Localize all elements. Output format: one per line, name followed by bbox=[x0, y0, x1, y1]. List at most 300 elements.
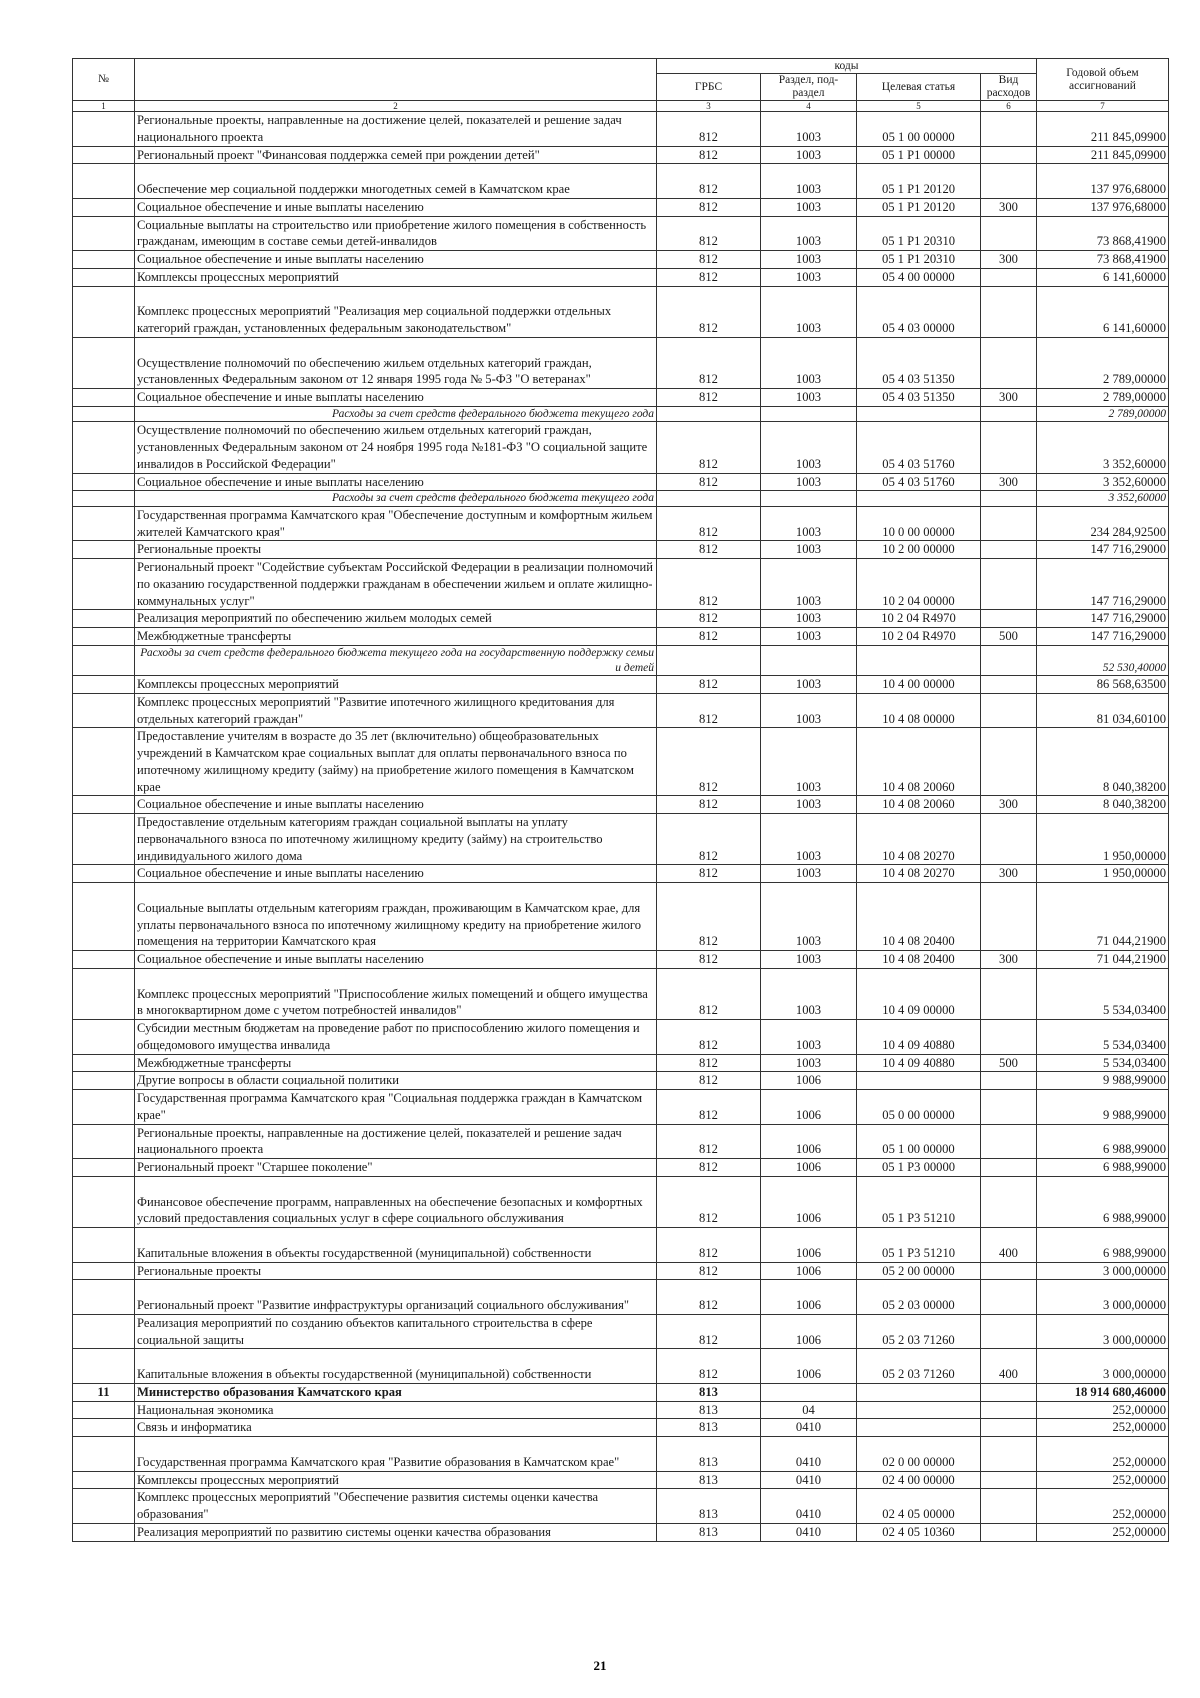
table-row bbox=[73, 251, 1169, 269]
cell-expense-type bbox=[981, 883, 1037, 951]
cell-amount: 9 988,99000 bbox=[1037, 1072, 1169, 1090]
cell-expense-type bbox=[981, 645, 1037, 675]
cell-name: Обеспечение мер социальной поддержки многодетных семей в Камчатском крае bbox=[135, 164, 657, 199]
table-row bbox=[73, 865, 1169, 883]
cell-target-article: 05 1 Р3 00000 bbox=[857, 1159, 981, 1177]
cell-name: Государственная программа Камчатского края "Обеспечение доступным и комфортным жильем жителей Камчатского края" bbox=[135, 506, 657, 541]
cell-number bbox=[73, 968, 135, 1019]
cell-amount: 6 988,99000 bbox=[1037, 1124, 1169, 1159]
cell-target-article: 05 4 03 51350 bbox=[857, 337, 981, 388]
cell-section: 1003 bbox=[761, 389, 857, 407]
table-row bbox=[73, 422, 1169, 473]
cell-section: 1003 bbox=[761, 728, 857, 796]
cell-amount: 252,00000 bbox=[1037, 1437, 1169, 1472]
cell-name: Связь и информатика bbox=[135, 1419, 657, 1437]
cell-expense-type bbox=[981, 1437, 1037, 1472]
table-row bbox=[73, 1314, 1169, 1349]
cell-amount: 3 352,60000 bbox=[1037, 473, 1169, 491]
cell-grbs: 812 bbox=[657, 216, 761, 251]
cell-section: 1003 bbox=[761, 693, 857, 728]
table-row bbox=[73, 1419, 1169, 1437]
table-row bbox=[73, 1159, 1169, 1177]
table-header bbox=[73, 59, 1169, 112]
cell-grbs: 812 bbox=[657, 112, 761, 147]
cell-expense-type bbox=[981, 1401, 1037, 1419]
cell-expense-type bbox=[981, 1072, 1037, 1090]
cell-amount: 2 789,00000 bbox=[1037, 406, 1169, 422]
cell-target-article: 10 4 08 20400 bbox=[857, 883, 981, 951]
cell-section: 1003 bbox=[761, 610, 857, 628]
cell-section: 1003 bbox=[761, 968, 857, 1019]
cell-expense-type bbox=[981, 1176, 1037, 1227]
cell-grbs: 812 bbox=[657, 389, 761, 407]
cell-target-article: 05 4 03 51760 bbox=[857, 422, 981, 473]
table-row bbox=[73, 676, 1169, 694]
cell-name: Региональный проект "Финансовая поддержка семей при рождении детей" bbox=[135, 146, 657, 164]
cell-section: 1003 bbox=[761, 796, 857, 814]
table-row bbox=[73, 693, 1169, 728]
cell-section: 1006 bbox=[761, 1124, 857, 1159]
cell-amount: 5 534,03400 bbox=[1037, 968, 1169, 1019]
cell-target-article: 05 1 Р1 20310 bbox=[857, 216, 981, 251]
cell-target-article: 05 4 03 51350 bbox=[857, 389, 981, 407]
cell-number bbox=[73, 491, 135, 507]
cell-target-article: 05 1 Р1 20120 bbox=[857, 198, 981, 216]
cell-name: Расходы за счет средств федерального бюджета текущего года bbox=[135, 491, 657, 507]
cell-number bbox=[73, 506, 135, 541]
cell-grbs: 812 bbox=[657, 1159, 761, 1177]
cell-name: Реализация мероприятий по созданию объектов капитального строительства в сфере социальной защиты bbox=[135, 1314, 657, 1349]
cell-number bbox=[73, 951, 135, 969]
cell-number bbox=[73, 251, 135, 269]
cell-grbs: 812 bbox=[657, 268, 761, 286]
cell-section: 04 bbox=[761, 1401, 857, 1419]
cell-amount: 2 789,00000 bbox=[1037, 389, 1169, 407]
cell-section: 0410 bbox=[761, 1489, 857, 1524]
cell-amount: 8 040,38200 bbox=[1037, 728, 1169, 796]
cell-number: 11 bbox=[73, 1383, 135, 1401]
cell-section: 1003 bbox=[761, 473, 857, 491]
cell-amount: 211 845,09900 bbox=[1037, 146, 1169, 164]
table-row-note bbox=[73, 491, 1169, 507]
cell-target-article: 10 4 09 40880 bbox=[857, 1020, 981, 1055]
cell-target-article bbox=[857, 491, 981, 507]
cell-amount: 3 000,00000 bbox=[1037, 1262, 1169, 1280]
cell-name: Финансовое обеспечение программ, направленных на обеспечение безопасных и комфортных условий предоставления социальных услуг в сфере социального обслуживания bbox=[135, 1176, 657, 1227]
cell-grbs: 812 bbox=[657, 1124, 761, 1159]
cell-amount: 1 950,00000 bbox=[1037, 865, 1169, 883]
cell-number bbox=[73, 1314, 135, 1349]
cell-target-article: 10 4 08 00000 bbox=[857, 693, 981, 728]
cell-section: 1003 bbox=[761, 268, 857, 286]
cell-section: 1003 bbox=[761, 164, 857, 199]
cell-name: Социальное обеспечение и иные выплаты населению bbox=[135, 865, 657, 883]
table-row bbox=[73, 286, 1169, 337]
cell-name: Субсидии местным бюджетам на проведение работ по приспособлению жилого помещения и общедомового имущества инвалида bbox=[135, 1020, 657, 1055]
cell-amount: 137 976,68000 bbox=[1037, 198, 1169, 216]
cell-expense-type bbox=[981, 506, 1037, 541]
cell-section: 1003 bbox=[761, 337, 857, 388]
table-row bbox=[73, 1262, 1169, 1280]
cell-number bbox=[73, 1228, 135, 1263]
cell-target-article bbox=[857, 1419, 981, 1437]
table-row bbox=[73, 198, 1169, 216]
cell-name: Комплекс процессных мероприятий "Развитие ипотечного жилищного кредитования для отдельных категорий граждан" bbox=[135, 693, 657, 728]
cell-target-article: 05 2 00 00000 bbox=[857, 1262, 981, 1280]
cell-grbs: 812 bbox=[657, 610, 761, 628]
cell-expense-type bbox=[981, 286, 1037, 337]
cell-target-article: 10 4 08 20400 bbox=[857, 951, 981, 969]
cell-target-article: 10 4 09 00000 bbox=[857, 968, 981, 1019]
table-row bbox=[73, 814, 1169, 865]
cell-grbs: 812 bbox=[657, 506, 761, 541]
cell-name: Социальное обеспечение и иные выплаты населению bbox=[135, 796, 657, 814]
cell-section: 1006 bbox=[761, 1314, 857, 1349]
cell-target-article: 05 2 03 71260 bbox=[857, 1349, 981, 1384]
cell-target-article: 10 4 00 00000 bbox=[857, 676, 981, 694]
cell-target-article: 05 4 03 51760 bbox=[857, 473, 981, 491]
cell-target-article: 05 1 Р1 00000 bbox=[857, 146, 981, 164]
cell-number bbox=[73, 1523, 135, 1541]
cell-target-article bbox=[857, 1383, 981, 1401]
cell-expense-type bbox=[981, 1090, 1037, 1125]
cell-amount: 3 000,00000 bbox=[1037, 1314, 1169, 1349]
cell-target-article: 02 0 00 00000 bbox=[857, 1437, 981, 1472]
cell-name: Социальное обеспечение и иные выплаты населению bbox=[135, 951, 657, 969]
cell-section: 0410 bbox=[761, 1437, 857, 1472]
table-row bbox=[73, 1523, 1169, 1541]
cell-target-article bbox=[857, 645, 981, 675]
table-row bbox=[73, 164, 1169, 199]
cell-number bbox=[73, 406, 135, 422]
header-codes: коды bbox=[657, 59, 1037, 74]
cell-expense-type bbox=[981, 268, 1037, 286]
cell-expense-type: 300 bbox=[981, 865, 1037, 883]
budget-table-page bbox=[72, 58, 1168, 1542]
cell-name: Региональный проект "Развитие инфраструктуры организаций социального обслуживания" bbox=[135, 1280, 657, 1315]
cell-section: 0410 bbox=[761, 1523, 857, 1541]
cell-grbs: 812 bbox=[657, 1349, 761, 1384]
cell-amount: 3 352,60000 bbox=[1037, 422, 1169, 473]
cell-section: 1006 bbox=[761, 1228, 857, 1263]
cell-grbs: 812 bbox=[657, 559, 761, 610]
cell-amount: 1 950,00000 bbox=[1037, 814, 1169, 865]
cell-amount: 5 534,03400 bbox=[1037, 1020, 1169, 1055]
cell-amount: 18 914 680,46000 bbox=[1037, 1383, 1169, 1401]
cell-name: Социальное обеспечение и иные выплаты населению bbox=[135, 251, 657, 269]
header-number: № bbox=[73, 59, 135, 101]
cell-grbs: 812 bbox=[657, 1072, 761, 1090]
cell-name: Другие вопросы в области социальной политики bbox=[135, 1072, 657, 1090]
cell-grbs: 812 bbox=[657, 337, 761, 388]
cell-name: Национальная экономика bbox=[135, 1401, 657, 1419]
cell-amount: 3 000,00000 bbox=[1037, 1280, 1169, 1315]
cell-target-article: 10 2 04 R4970 bbox=[857, 628, 981, 646]
cell-grbs: 812 bbox=[657, 1262, 761, 1280]
cell-section: 1006 bbox=[761, 1072, 857, 1090]
cell-target-article: 10 4 08 20060 bbox=[857, 796, 981, 814]
cell-expense-type bbox=[981, 1262, 1037, 1280]
cell-grbs: 812 bbox=[657, 628, 761, 646]
cell-amount: 2 789,00000 bbox=[1037, 337, 1169, 388]
cell-section: 1003 bbox=[761, 146, 857, 164]
cell-name: Межбюджетные трансферты bbox=[135, 628, 657, 646]
cell-name: Комплексы процессных мероприятий bbox=[135, 676, 657, 694]
cell-expense-type: 300 bbox=[981, 389, 1037, 407]
cell-section: 1003 bbox=[761, 506, 857, 541]
cell-grbs: 812 bbox=[657, 286, 761, 337]
cell-name: Комплексы процессных мероприятий bbox=[135, 268, 657, 286]
cell-number bbox=[73, 473, 135, 491]
table-row bbox=[73, 268, 1169, 286]
table-row bbox=[73, 1489, 1169, 1524]
cell-amount: 71 044,21900 bbox=[1037, 883, 1169, 951]
cell-target-article: 10 4 09 40880 bbox=[857, 1054, 981, 1072]
cell-expense-type: 400 bbox=[981, 1349, 1037, 1384]
cell-name: Осуществление полномочий по обеспечению жильем отдельных категорий граждан, установленных Федеральным законом от 24 ноября 1995 года №181-ФЗ "О социальной защите инвалидов в Российской Федерации" bbox=[135, 422, 657, 473]
cell-amount: 6 141,60000 bbox=[1037, 286, 1169, 337]
cell-grbs: 812 bbox=[657, 164, 761, 199]
cell-grbs bbox=[657, 406, 761, 422]
cell-grbs: 812 bbox=[657, 728, 761, 796]
cell-expense-type bbox=[981, 693, 1037, 728]
cell-grbs: 812 bbox=[657, 251, 761, 269]
cell-expense-type bbox=[981, 814, 1037, 865]
table-row bbox=[73, 796, 1169, 814]
cell-target-article bbox=[857, 1401, 981, 1419]
cell-amount: 73 868,41900 bbox=[1037, 216, 1169, 251]
table-row bbox=[73, 1280, 1169, 1315]
cell-expense-type bbox=[981, 728, 1037, 796]
column-number: 6 bbox=[981, 101, 1037, 112]
header-target-article: Целевая статья bbox=[857, 74, 981, 101]
cell-amount: 147 716,29000 bbox=[1037, 559, 1169, 610]
table-row bbox=[73, 146, 1169, 164]
cell-grbs: 812 bbox=[657, 198, 761, 216]
table-row bbox=[73, 883, 1169, 951]
cell-section: 1003 bbox=[761, 422, 857, 473]
cell-amount: 252,00000 bbox=[1037, 1401, 1169, 1419]
cell-grbs: 812 bbox=[657, 796, 761, 814]
column-number: 7 bbox=[1037, 101, 1169, 112]
cell-target-article: 02 4 05 10360 bbox=[857, 1523, 981, 1541]
cell-target-article bbox=[857, 406, 981, 422]
cell-amount: 71 044,21900 bbox=[1037, 951, 1169, 969]
cell-amount: 5 534,03400 bbox=[1037, 1054, 1169, 1072]
cell-number bbox=[73, 1419, 135, 1437]
header-expense-type: Вид расходов bbox=[981, 74, 1037, 101]
cell-section: 1006 bbox=[761, 1349, 857, 1384]
cell-number bbox=[73, 728, 135, 796]
cell-grbs: 813 bbox=[657, 1471, 761, 1489]
cell-section: 1003 bbox=[761, 216, 857, 251]
cell-amount: 3 000,00000 bbox=[1037, 1349, 1169, 1384]
cell-target-article: 05 1 Р1 20120 bbox=[857, 164, 981, 199]
cell-expense-type: 400 bbox=[981, 1228, 1037, 1263]
cell-amount: 147 716,29000 bbox=[1037, 610, 1169, 628]
cell-amount: 6 141,60000 bbox=[1037, 268, 1169, 286]
table-row bbox=[73, 728, 1169, 796]
cell-amount: 6 988,99000 bbox=[1037, 1159, 1169, 1177]
cell-section: 1003 bbox=[761, 676, 857, 694]
cell-number bbox=[73, 112, 135, 147]
cell-target-article: 02 4 05 00000 bbox=[857, 1489, 981, 1524]
cell-amount: 137 976,68000 bbox=[1037, 164, 1169, 199]
cell-amount: 252,00000 bbox=[1037, 1471, 1169, 1489]
cell-target-article: 05 4 03 00000 bbox=[857, 286, 981, 337]
cell-name: Капитальные вложения в объекты государственной (муниципальной) собственности bbox=[135, 1349, 657, 1384]
table-row bbox=[73, 1090, 1169, 1125]
header-grbs: ГРБС bbox=[657, 74, 761, 101]
cell-amount: 6 988,99000 bbox=[1037, 1228, 1169, 1263]
cell-target-article: 10 2 04 R4970 bbox=[857, 610, 981, 628]
cell-grbs: 812 bbox=[657, 1280, 761, 1315]
cell-section: 1006 bbox=[761, 1176, 857, 1227]
cell-target-article bbox=[857, 1072, 981, 1090]
cell-expense-type: 300 bbox=[981, 251, 1037, 269]
cell-number bbox=[73, 198, 135, 216]
cell-target-article: 10 4 08 20060 bbox=[857, 728, 981, 796]
cell-expense-type bbox=[981, 1471, 1037, 1489]
cell-name: Предоставление отдельным категориям граждан социальной выплаты на уплату первоначального взноса по ипотечному жилищному кредиту (займу) на строительство индивидуального жилого дома bbox=[135, 814, 657, 865]
cell-section: 1006 bbox=[761, 1262, 857, 1280]
cell-expense-type bbox=[981, 1159, 1037, 1177]
cell-section bbox=[761, 1383, 857, 1401]
cell-grbs bbox=[657, 491, 761, 507]
cell-expense-type bbox=[981, 968, 1037, 1019]
cell-section: 1003 bbox=[761, 628, 857, 646]
table-row-note bbox=[73, 406, 1169, 422]
budget-table bbox=[72, 58, 1169, 1542]
table-row bbox=[73, 541, 1169, 559]
cell-target-article: 05 0 00 00000 bbox=[857, 1090, 981, 1125]
cell-grbs: 813 bbox=[657, 1523, 761, 1541]
cell-number bbox=[73, 1159, 135, 1177]
cell-target-article: 05 1 Р3 51210 bbox=[857, 1176, 981, 1227]
cell-grbs: 812 bbox=[657, 1054, 761, 1072]
cell-name: Расходы за счет средств федерального бюджета текущего года bbox=[135, 406, 657, 422]
cell-amount: 252,00000 bbox=[1037, 1523, 1169, 1541]
table-row-note bbox=[73, 645, 1169, 675]
cell-target-article: 05 1 00 00000 bbox=[857, 1124, 981, 1159]
cell-grbs: 813 bbox=[657, 1489, 761, 1524]
table-row bbox=[73, 1072, 1169, 1090]
cell-section: 1003 bbox=[761, 1054, 857, 1072]
cell-amount: 252,00000 bbox=[1037, 1489, 1169, 1524]
cell-section: 1003 bbox=[761, 865, 857, 883]
cell-target-article: 10 4 08 20270 bbox=[857, 865, 981, 883]
cell-number bbox=[73, 1176, 135, 1227]
table-row bbox=[73, 1437, 1169, 1472]
cell-expense-type bbox=[981, 1280, 1037, 1315]
cell-grbs: 812 bbox=[657, 676, 761, 694]
cell-name: Региональные проекты, направленные на достижение целей, показателей и решение задач национального проекта bbox=[135, 112, 657, 147]
cell-section: 0410 bbox=[761, 1471, 857, 1489]
cell-number bbox=[73, 1090, 135, 1125]
cell-expense-type bbox=[981, 422, 1037, 473]
cell-expense-type bbox=[981, 610, 1037, 628]
cell-target-article: 10 2 04 00000 bbox=[857, 559, 981, 610]
cell-expense-type: 300 bbox=[981, 198, 1037, 216]
cell-name: Межбюджетные трансферты bbox=[135, 1054, 657, 1072]
cell-target-article: 10 4 08 20270 bbox=[857, 814, 981, 865]
cell-number bbox=[73, 1262, 135, 1280]
table-row bbox=[73, 968, 1169, 1019]
cell-grbs: 812 bbox=[657, 1314, 761, 1349]
cell-section: 1003 bbox=[761, 286, 857, 337]
header-annual-amount: Годовой объем ассигнований bbox=[1037, 59, 1169, 101]
cell-expense-type: 300 bbox=[981, 796, 1037, 814]
cell-expense-type bbox=[981, 1523, 1037, 1541]
cell-amount: 86 568,63500 bbox=[1037, 676, 1169, 694]
cell-name: Комплексы процессных мероприятий bbox=[135, 1471, 657, 1489]
cell-number bbox=[73, 389, 135, 407]
cell-grbs: 813 bbox=[657, 1383, 761, 1401]
cell-number bbox=[73, 268, 135, 286]
cell-number bbox=[73, 645, 135, 675]
cell-grbs: 812 bbox=[657, 693, 761, 728]
table-row bbox=[73, 506, 1169, 541]
cell-amount: 234 284,92500 bbox=[1037, 506, 1169, 541]
column-number: 4 bbox=[761, 101, 857, 112]
cell-amount: 147 716,29000 bbox=[1037, 541, 1169, 559]
cell-expense-type bbox=[981, 146, 1037, 164]
cell-expense-type bbox=[981, 1020, 1037, 1055]
cell-amount: 147 716,29000 bbox=[1037, 628, 1169, 646]
cell-expense-type bbox=[981, 1124, 1037, 1159]
cell-expense-type bbox=[981, 541, 1037, 559]
cell-expense-type bbox=[981, 491, 1037, 507]
cell-grbs: 812 bbox=[657, 883, 761, 951]
table-row bbox=[73, 610, 1169, 628]
cell-section: 1006 bbox=[761, 1280, 857, 1315]
cell-name: Региональный проект "Содействие субъектам Российской Федерации в реализации полномочий по оказанию государственной поддержки гражданам в обеспечении жильем и оплате жилищно-коммунальных услуг" bbox=[135, 559, 657, 610]
cell-number bbox=[73, 216, 135, 251]
cell-expense-type bbox=[981, 216, 1037, 251]
cell-expense-type: 500 bbox=[981, 1054, 1037, 1072]
cell-target-article: 02 4 00 00000 bbox=[857, 1471, 981, 1489]
cell-name: Социальное обеспечение и иные выплаты населению bbox=[135, 198, 657, 216]
cell-grbs: 812 bbox=[657, 1176, 761, 1227]
cell-section: 0410 bbox=[761, 1419, 857, 1437]
cell-expense-type bbox=[981, 1419, 1037, 1437]
cell-number bbox=[73, 422, 135, 473]
header-name bbox=[135, 59, 657, 101]
cell-name: Региональные проекты bbox=[135, 1262, 657, 1280]
cell-number bbox=[73, 1072, 135, 1090]
cell-expense-type bbox=[981, 337, 1037, 388]
cell-grbs: 812 bbox=[657, 951, 761, 969]
cell-section: 1003 bbox=[761, 198, 857, 216]
table-row bbox=[73, 389, 1169, 407]
cell-number bbox=[73, 693, 135, 728]
cell-target-article: 05 2 03 71260 bbox=[857, 1314, 981, 1349]
cell-expense-type bbox=[981, 406, 1037, 422]
table-row bbox=[73, 1054, 1169, 1072]
cell-amount: 9 988,99000 bbox=[1037, 1090, 1169, 1125]
cell-grbs: 812 bbox=[657, 1020, 761, 1055]
cell-grbs: 812 bbox=[657, 473, 761, 491]
cell-target-article: 05 1 Р1 20310 bbox=[857, 251, 981, 269]
cell-grbs: 812 bbox=[657, 1228, 761, 1263]
column-number-row bbox=[73, 101, 1169, 112]
cell-name: Расходы за счет средств федерального бюджета текущего года на государственную поддержку семьи и детей bbox=[135, 645, 657, 675]
cell-target-article: 10 2 00 00000 bbox=[857, 541, 981, 559]
table-row bbox=[73, 1471, 1169, 1489]
cell-section bbox=[761, 406, 857, 422]
cell-name: Региональные проекты, направленные на достижение целей, показателей и решение задач национального проекта bbox=[135, 1124, 657, 1159]
cell-name: Региональные проекты bbox=[135, 541, 657, 559]
